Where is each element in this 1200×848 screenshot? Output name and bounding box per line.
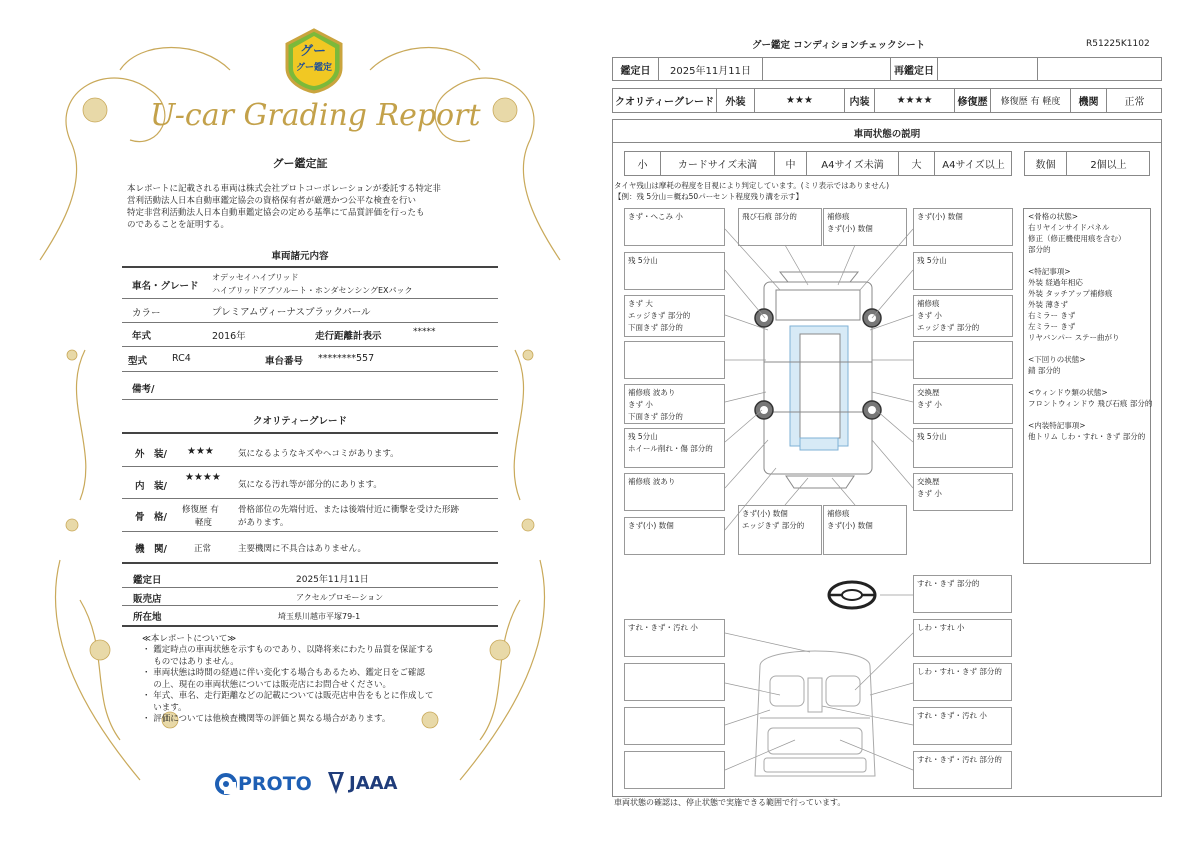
engine-grade: 正常 [194, 544, 212, 554]
address-label: 所在地 [133, 612, 162, 623]
frame-desc: 骨格部位の先端付近、または後端付近に衝撃を受けた形跡 [238, 505, 460, 515]
shop-value: アクセルプロモーション [296, 593, 384, 602]
interior-grade: ★★★★ [185, 472, 221, 483]
int-value: ★★★★ [875, 89, 955, 112]
shop-label: 販売店 [133, 594, 162, 605]
remarks-label: 備考/ [132, 384, 155, 395]
inspection-date-value: 2025年11月11日 [296, 575, 369, 585]
grade-label: クオリティーグレード [613, 89, 717, 112]
size-small-desc: カードサイズ未満 [661, 152, 775, 175]
chassis-value: ********557 [318, 353, 375, 364]
condition-note-line: <骨格の状態> [1028, 212, 1079, 221]
exterior-condition-box: きず(小) 数個 エッジきず 部分的 [738, 505, 822, 555]
exterior-label: 外 装/ [135, 449, 167, 460]
condition-note-line: 他トリム しわ・すれ・きず 部分的 [1028, 432, 1146, 441]
exterior-desc: 気になるようなキズやヘコミがあります。 [238, 449, 399, 459]
size-small: 小 [625, 152, 661, 175]
interior-condition-box: すれ・きず 部分的 [913, 575, 1012, 613]
count-desc: 2個以上 [1090, 160, 1127, 171]
proto-logo-icon [214, 772, 238, 796]
car-interior-diagram [740, 636, 890, 786]
sheet-id: R51225K1102 [1086, 39, 1150, 49]
script-title: U-car Grading Report [150, 98, 481, 133]
mileage-label: 走行距離計表示 [315, 331, 382, 342]
interior-desc: 気になる汚れ等が部分的にあります。 [238, 480, 382, 490]
grading-certificate: グー グー鑑定 U-car Grading Report グー鑑定証 本レポートに記載される車両は株式会社プロトコーポレーションが委託する特定非 営利活動法人日本自動車鑑定協会の資格保有者が厳選かつ公平な検査を行い 特定非営利活動法人日本自動車鑑定協会の定める基準にて品質評価を行ったも のであることを証明する。 車両諸元内容 車名・グレード オデッセイハイブリッド ハイブリッドアブソルート・ホンダセンシングEXパック カラー プレミアムヴィーナスブラックパール 年式 2016年 走行距離計表示 ***** 型式 RC4 車台番号 ********557 備考/ クオリティーグレード 外 装/ ★★★ 気になるようなキズやヘコミがあります。 内 装/ ★★★★ 気になる汚れ等が部分的にあります。 骨 格/ 修復歴 有 軽度 骨格部位の先端付近、または後端付近に衝撃を受けた形跡 があります。 機 関/ 正常 主要機関に不具合はありません。 鑑定日 2025年11月11日 販売店 アクセルプロモーション 所在地 埼玉県川越市平塚79-1 ≪本レポートについて≫ ・ 鑑定時点の車両状態を示すものであり、以降将来にわたり品質を保証する ものではありません。 ・ 車両状態は時間の経過に伴い変化する場合もあるため、鑑定日をご確認 の上、現在の車両状態については販売店にお問合せください。 ・ 年式、車名、走行距離などの記載については販売店申告をもとに作成して います。 ・ 評価については他検査機関等の評価と異なる場合があります。 PROTO JAAA [0, 0, 600, 848]
size-large: 大 [899, 152, 935, 175]
condition-note-line: 外装 タッチアップ補修痕 [1028, 289, 1113, 298]
condition-note-line: 左ミラー きず [1028, 322, 1076, 331]
notes-title: ≪本レポートについて≫ [142, 634, 237, 644]
exterior-condition-box: 残 5分山 ホイール削れ・傷 部分的 [624, 428, 725, 468]
condition-note-line: リヤバンパー ステー曲がり [1028, 333, 1120, 342]
color-label: カラー [132, 308, 161, 319]
exterior-condition-box: 交換歴 きず 小 [913, 384, 1013, 424]
condition-check-sheet [600, 0, 1200, 848]
exterior-condition-box: 飛び石痕 部分的 [738, 208, 822, 246]
name-line2: ハイブリッドアブソルート・ホンダセンシングEXパック [212, 286, 413, 295]
exterior-condition-box: きず(小) 数個 [913, 208, 1013, 246]
repair-value: 修復歴 有 軽度 [991, 89, 1071, 112]
condition-note-line: 錆 部分的 [1028, 366, 1061, 375]
mileage-value: ***** [413, 327, 436, 337]
notes-list: ・ 鑑定時点の車両状態を示すものであり、以降将来にわたり品質を保証する ものではありません。 ・ 車両状態は時間の経過に伴い変化する場合もあるため、鑑定日をご確認 の上、現在の車両状態については販売店にお問合せください。 ・ 年式、車名、走行距離などの記載については販売店申告をもとに作成して います。 ・ 評価については他検査機関等の評価と異なる場合があります。 [142, 645, 434, 724]
condition-note-line: 右ミラー きず [1028, 311, 1076, 320]
tire-note: タイヤ残山は摩耗の程度を目視により判定しています。(ミリ表示ではありません) [614, 181, 890, 190]
name-line1: オデッセイハイブリッド [212, 273, 299, 282]
condition-note-line: 外装 薄きず [1028, 300, 1068, 309]
jaaa-logo-text: JAAA [349, 773, 398, 794]
interior-label: 内 装/ [135, 481, 167, 492]
engine-value: 正常 [1124, 97, 1145, 108]
exterior-condition-box: きず・へこみ 小 [624, 208, 725, 246]
chassis-label: 車台番号 [265, 356, 304, 367]
steering-wheel-icon [826, 579, 878, 611]
ext-label: 外装 [717, 89, 755, 112]
section-title: 車両状態の説明 [853, 129, 921, 140]
engine-desc: 主要機関に不具合はありません。 [238, 544, 367, 554]
inspection-date-label: 鑑定日 [133, 575, 162, 586]
date-label: 鑑定日 [613, 58, 659, 80]
condition-note-line: 外装 経過年相応 [1028, 278, 1083, 287]
condition-note-line: <下回りの状態> [1028, 355, 1086, 364]
jaaa-logo-icon [326, 770, 346, 796]
interior-condition-box [624, 663, 725, 701]
condition-note-line: <ウィンドウ類の状態> [1028, 388, 1108, 397]
condition-note-line: <内装特記事項> [1028, 421, 1086, 430]
exterior-condition-box: 残 5分山 [913, 252, 1013, 290]
ext-value: ★★★ [755, 89, 845, 112]
frame-grade: 修復歴 有 [182, 505, 219, 515]
spec-title: 車両諸元内容 [271, 251, 329, 262]
condition-note-line [1028, 409, 1146, 420]
engine-label: 機 関/ [135, 544, 167, 555]
frame-grade-level: 軽度 [195, 518, 213, 528]
sheet-title: グー鑑定 コンディションチェックシート [752, 40, 926, 51]
exterior-condition-box: 補修痕 きず(小) 数個 [823, 505, 907, 555]
redate-label: 再鑑定日 [891, 58, 938, 80]
badge-label: グー鑑定 [295, 63, 332, 73]
condition-note-line [1028, 343, 1146, 354]
exterior-grade: ★★★ [187, 446, 214, 457]
exterior-condition-box: 補修痕 波あり きず 小 下面きず 部分的 [624, 384, 725, 424]
quality-title: クオリティーグレード [252, 416, 348, 427]
interior-condition-box [624, 707, 725, 745]
condition-note-line: 部分的 [1028, 245, 1051, 254]
condition-note-line: 右リヤインサイドパネル [1028, 223, 1110, 232]
size-large-desc: A4サイズ以上 [942, 160, 1005, 171]
interior-condition-box: すれ・きず・汚れ 小 [913, 707, 1012, 745]
exterior-condition-box: 残 5分山 [624, 252, 725, 290]
model-label: 型式 [128, 356, 148, 367]
size-mid-desc: A4サイズ未満 [807, 152, 899, 175]
count-label: 数個 [1025, 152, 1067, 175]
interior-condition-box [624, 751, 725, 789]
exterior-condition-box: 残 5分山 [913, 428, 1013, 468]
condition-note-line [1028, 376, 1146, 387]
interior-condition-box: しわ・すれ 小 [913, 619, 1012, 657]
exterior-condition-box: 補修痕 きず(小) 数個 [823, 208, 907, 246]
engine-label: 機関 [1071, 89, 1107, 112]
interior-condition-box: すれ・きず・汚れ 小 [624, 619, 725, 657]
year-label: 年式 [132, 331, 152, 342]
interior-condition-box: すれ・きず・汚れ 部分的 [913, 751, 1012, 789]
exterior-condition-box: 補修痕 きず 小 エッジきず 部分的 [913, 295, 1013, 337]
condition-note-line: <特記事項> [1028, 267, 1071, 276]
name-label: 車名・グレード [132, 281, 199, 292]
date-value: 2025年11月11日 [659, 58, 763, 80]
condition-note-line [1028, 255, 1146, 266]
condition-notes [1023, 208, 1151, 564]
frame-desc-cont: があります。 [238, 518, 289, 528]
exterior-condition-box: きず(小) 数個 [624, 517, 725, 555]
address-value: 埼玉県川越市平塚79-1 [278, 612, 361, 621]
certificate-title: グー鑑定証 [272, 157, 328, 170]
color-value: プレミアムヴィーナスブラックパール [212, 307, 371, 318]
intro-text: 本レポートに記載される車両は株式会社プロトコーポレーションが委託する特定非 営利活動法人日本自動車鑑定協会の資格保有者が厳選かつ公平な検査を行い 特定非営利活動法人日本自動車鑑定協会の定める基準にて品質評価を行ったも のであることを証明する。 [127, 184, 441, 230]
year-value: 2016年 [212, 331, 246, 342]
size-mid: 中 [775, 152, 807, 175]
int-label: 内装 [845, 89, 875, 112]
footer-note: 車両状態の確認は、停止状態で実施できる範囲で行っています。 [614, 798, 846, 807]
exterior-condition-box: 補修痕 波あり [624, 473, 725, 511]
condition-note-line: フロントウィンドウ 飛び石痕 部分的 [1028, 399, 1153, 408]
condition-note-line: 修正（修正機使用痕を含む） [1028, 234, 1126, 243]
model-value: RC4 [172, 353, 191, 364]
interior-condition-box: しわ・すれ・きず 部分的 [913, 663, 1012, 701]
exterior-condition-box: きず 大 エッジきず 部分的 下面きず 部分的 [624, 295, 725, 337]
exterior-condition-box: 交換歴 きず 小 [913, 473, 1013, 511]
proto-logo-text: PROTO [238, 773, 312, 795]
frame-label: 骨 格/ [135, 512, 167, 523]
tire-example: 【例：残 5分山＝概ね50パーセント程度残り溝を示す】 [614, 192, 804, 201]
repair-label: 修復歴 [955, 89, 991, 112]
